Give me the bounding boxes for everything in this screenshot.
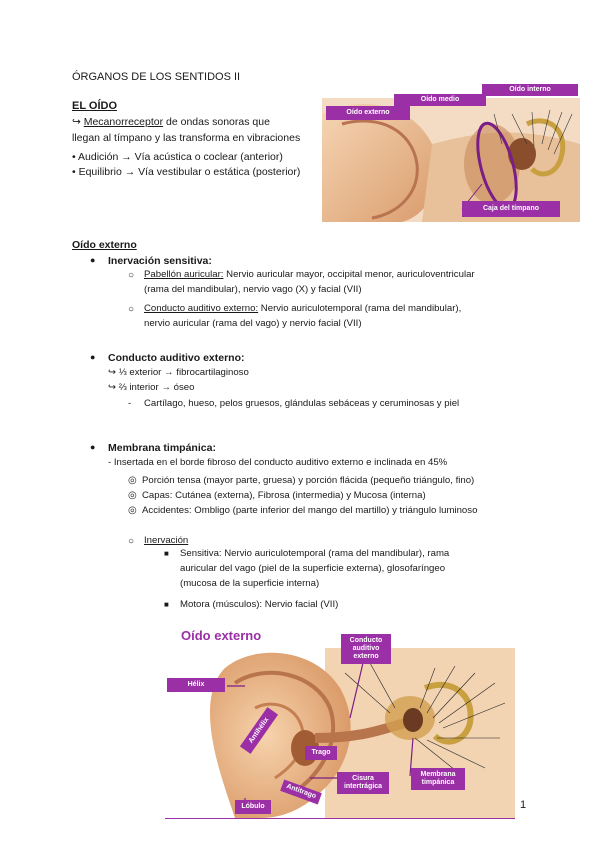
square-bullet-icon: ■ bbox=[164, 549, 169, 558]
oido-description-line1: ↪ Mecanorreceptor de ondas sonoras que bbox=[72, 116, 270, 128]
membrana-sensitiva-line3: (mucosa de la superficie interna) bbox=[180, 578, 320, 589]
label-trago: Trago bbox=[305, 746, 337, 760]
oido-bullet-audicion: • Audición → Vía acústica o coclear (anterior) bbox=[72, 151, 283, 163]
label-lobulo: Lóbulo bbox=[235, 800, 271, 814]
membrana-item-porcion: Porción tensa (mayor parte, gruesa) y porción flácida (pequeño triángulo, fino) bbox=[142, 475, 475, 486]
section-heading-oido-externo: Oído externo bbox=[72, 239, 137, 251]
conducto-title: Conducto auditivo externo: bbox=[108, 352, 245, 364]
label-oido-externo: Oído externo bbox=[326, 106, 410, 120]
label-membrana-timpanica: Membrana timpánica bbox=[411, 768, 465, 790]
label-oido-interno: Oído interno bbox=[482, 84, 578, 96]
inervacion-item-conducto-line2: nervio auricular (rama del vago) y nervio facial (VII) bbox=[144, 318, 362, 329]
footer-divider bbox=[165, 818, 515, 819]
dash-bullet: - bbox=[128, 398, 132, 409]
circle-bullet-icon: ○ bbox=[128, 536, 135, 547]
label-antitrago: Antitrago bbox=[280, 780, 322, 805]
inervacion-sensitiva-title: Inervación sensitiva: bbox=[108, 255, 212, 267]
square-bullet-icon: ■ bbox=[164, 600, 169, 609]
bullet-dot-icon: ● bbox=[90, 255, 96, 265]
section-heading-oido: EL OÍDO bbox=[72, 100, 118, 112]
figure-title: Oído externo bbox=[181, 628, 262, 643]
membrana-item-accidentes: Accidentes: Ombligo (parte inferior del mango del martillo) y triángulo luminoso bbox=[142, 505, 478, 516]
membrana-title: Membrana timpánica: bbox=[108, 442, 216, 454]
membrana-sensitiva-line2: auricular del vago (piel de la superficie externa), glosofaríngeo bbox=[180, 563, 446, 574]
conducto-line-interior: ↪ ⅔ interior → óseo bbox=[108, 382, 195, 393]
membrana-sensitiva-line1: Sensitiva: Nervio auriculotemporal (rama del mandibular), rama bbox=[180, 548, 450, 559]
oido-bullet-equilibrio: • Equilibrio → Vía vestibular o estática (posterior) bbox=[72, 166, 301, 178]
page-title: ÓRGANOS DE LOS SENTIDOS II bbox=[72, 71, 241, 83]
bullet-dot-icon: ● bbox=[90, 442, 96, 452]
label-oido-medio: Oído medio bbox=[394, 94, 486, 106]
target-bullet-icon: ◎ bbox=[128, 475, 137, 486]
label-conducto-auditivo-externo: Conducto auditivo externo bbox=[341, 634, 391, 664]
inervacion-item-pabellon-line2: (rama del mandibular), nervio vago (X) y facial (VII) bbox=[144, 284, 362, 295]
ear-anatomy-figure-top bbox=[322, 84, 580, 222]
membrana-item-capas: Capas: Cutánea (externa), Fibrosa (intermedia) y Mucosa (interna) bbox=[142, 490, 426, 501]
bullet-dot-icon: ● bbox=[90, 352, 96, 362]
circle-bullet-icon: ○ bbox=[128, 304, 135, 315]
label-caja-del-timpano: Caja del tímpano bbox=[462, 201, 560, 217]
inervacion-item-conducto-line1: Conducto auditivo externo: Nervio auriculotemporal (rama del mandibular), bbox=[144, 303, 462, 314]
label-helix: Hélix bbox=[167, 678, 225, 692]
inervacion-item-pabellon-line1: Pabellón auricular: Nervio auricular mayor, occipital menor, auriculoventricular bbox=[144, 269, 475, 280]
label-antihelix: Antihélix bbox=[240, 707, 278, 754]
conducto-line-exterior: ↪ ⅓ exterior → fibrocartilaginoso bbox=[108, 367, 249, 378]
membrana-inervacion-label: Inervación bbox=[144, 535, 189, 546]
target-bullet-icon: ◎ bbox=[128, 490, 137, 501]
membrana-intro: - Insertada en el borde fibroso del conducto auditivo externo e inclinada en 45% bbox=[108, 457, 448, 468]
target-bullet-icon: ◎ bbox=[128, 505, 137, 516]
oido-description-line2: llegan al tímpano y las transforma en vibraciones bbox=[72, 132, 301, 144]
label-cisura-intertragica: Cisura intertrágica bbox=[337, 772, 389, 794]
membrana-motora: Motora (músculos): Nervio facial (VII) bbox=[180, 599, 339, 610]
conducto-detail: Cartílago, hueso, pelos gruesos, glándulas sebáceas y ceruminosas y piel bbox=[144, 398, 460, 409]
circle-bullet-icon: ○ bbox=[128, 270, 135, 281]
page-number: 1 bbox=[520, 799, 527, 811]
ear-anatomy-figure-bottom bbox=[165, 628, 515, 818]
